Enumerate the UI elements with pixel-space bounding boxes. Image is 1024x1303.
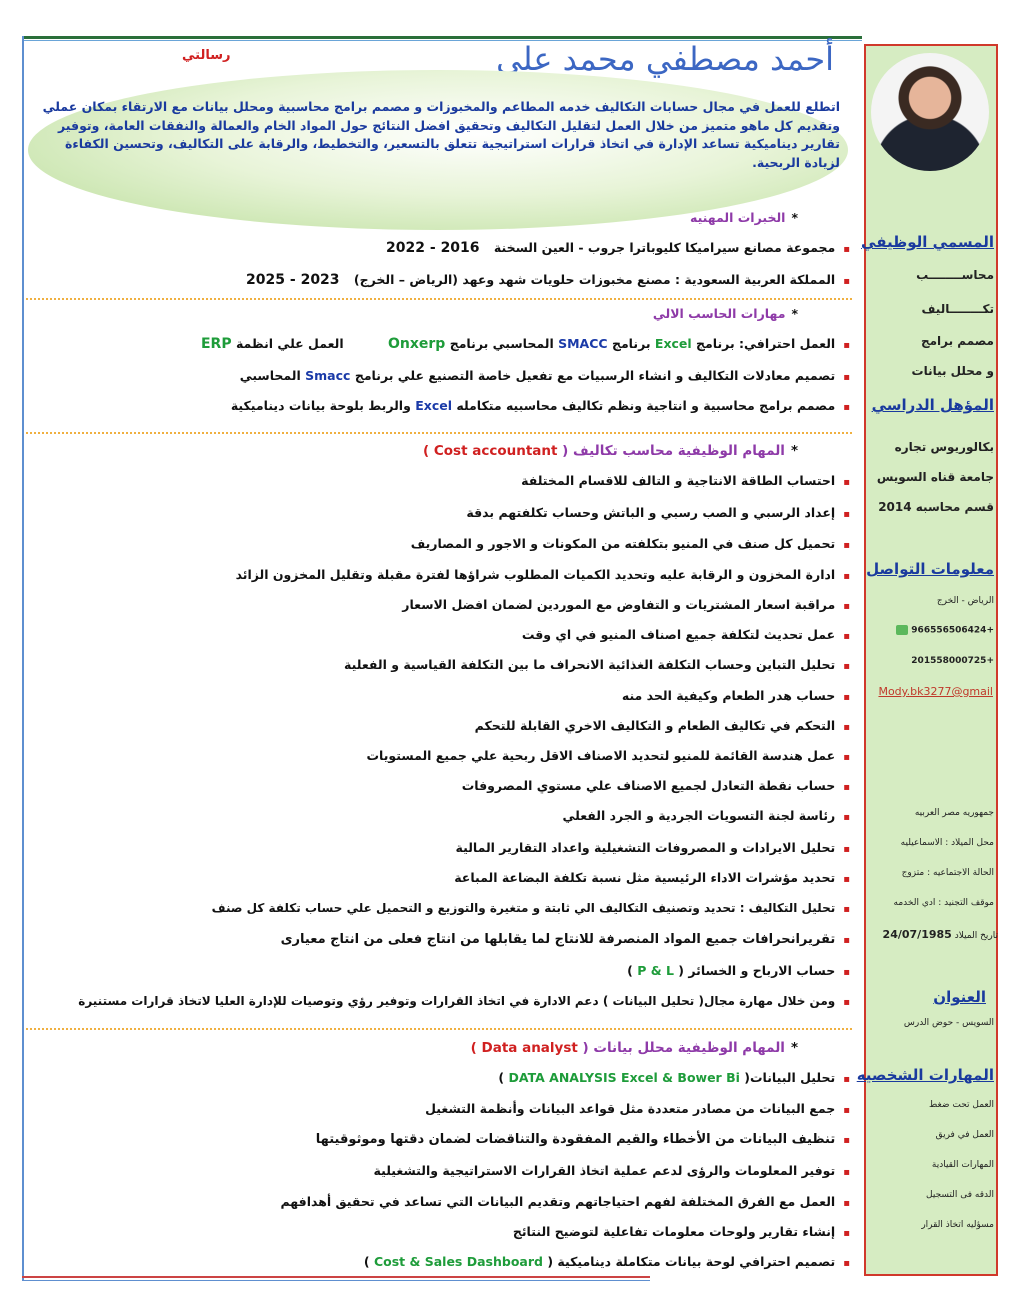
cost-item: ▪إعداد الرسبي و الصب رسبي و الباتش وحساب تكلفتهم بدقة	[466, 505, 850, 520]
cost-item: ▪تحليل الايرادات و المصروفات التشغيلية واعداد التقارير المالية	[455, 840, 850, 855]
computer-item: ▪العمل احترافي: برنامج Excel برنامج SMACC المحاسبي برنامج Onxerp العمل علي انظمة ERP	[200, 336, 850, 352]
bullet-dot: ▪	[843, 874, 850, 885]
bullet-dot: ▪	[843, 812, 850, 823]
military-text: موقف التجنيد : ادي الخدمه	[893, 898, 994, 908]
bullet-dot: ▪	[843, 1135, 850, 1146]
cost-item: ▪تحليل التباين وحساب التكلفة الغذائية الانحراف ما بين التكلفة القياسية و الفعلية	[344, 657, 850, 672]
cost-item: ▪تحديد مؤشرات الاداء الرئيسية مثل نسبة تكلفة البضاعة المباعة	[454, 870, 850, 885]
bullet-dot: ▪	[843, 904, 850, 915]
experience-heading: *الخبرات المهنيه	[689, 210, 798, 225]
bullet-star: *	[791, 306, 798, 321]
bullet-dot: ▪	[843, 967, 850, 978]
education-line: جامعة قناه السويس	[876, 470, 994, 484]
bullet-dot: ▪	[843, 752, 850, 763]
candidate-name: أحمد مصطفي محمد علي	[496, 40, 834, 78]
bullet-dot: ▪	[843, 1167, 850, 1178]
job-title-line: محاســــــــب	[916, 268, 994, 282]
data-item: ▪تصميم احترافي لوحة بيانات متكاملة ديناميكية ( Cost & Sales Dashboard )	[363, 1254, 850, 1269]
bullet-dot: ▪	[843, 509, 850, 520]
cost-item: ▪حساب الارباح و الخسائر ( P & L )	[627, 963, 850, 978]
bullet-dot: ▪	[843, 1198, 850, 1209]
data-item: ▪تنظيف البيانات من الأخطاء والقيم المفقودة والتناقضات لضمان دقتها وموثوقيتها	[315, 1132, 850, 1147]
profile-photo	[871, 53, 989, 171]
bullet-star: *	[790, 1040, 798, 1056]
bullet-dot: ▪	[843, 276, 850, 287]
bottom-rule-thin	[22, 1280, 650, 1281]
marital-text: الحالة الاجتماعيه : متزوج	[901, 868, 994, 878]
bullet-dot: ▪	[843, 340, 850, 351]
bullet-dot: ▪	[843, 692, 850, 703]
skills-heading: المهارات الشخصيه	[856, 1066, 994, 1084]
bullet-dot: ▪	[843, 782, 850, 793]
bullet-dot: ▪	[843, 631, 850, 642]
location-text: الرياض - الخرج	[936, 596, 994, 606]
computer-item: ▪تصميم معادلات التكاليف و انشاء الرسبيات مع تفعيل خاصة التصنيع علي برنامج Smacc المحاسبي	[239, 368, 850, 383]
left-rule	[22, 36, 24, 1280]
bullet-dot: ▪	[843, 1228, 850, 1239]
skill-item: مسؤليه اتخاذ القرار	[921, 1220, 994, 1230]
phone-2[interactable]: +201558000725	[911, 656, 994, 666]
address-heading: العنوان	[933, 988, 986, 1006]
cost-item: ▪عمل هندسة القائمة للمنيو لتحديد الاصناف الاقل ربحية علي جميع المستويات	[366, 748, 850, 763]
job-title-heading: المسمي الوظيفي	[861, 233, 994, 251]
address-text: السويس - حوض الدرس	[903, 1018, 994, 1028]
bullet-dot: ▪	[843, 540, 850, 551]
section-divider	[26, 432, 852, 434]
data-item: ▪جمع البيانات من مصادر متعددة مثل قواعد البيانات وأنظمة التشغيل	[425, 1101, 850, 1116]
job-title-line: و محلل بيانات	[911, 364, 994, 378]
bullet-star: *	[791, 210, 798, 225]
section-divider	[26, 1028, 852, 1030]
skill-item: العمل في فريق	[935, 1130, 994, 1140]
cost-item: ▪رئاسة لجنة التسويات الجردية و الجرد الفعلي	[562, 808, 850, 823]
bullet-dot: ▪	[843, 844, 850, 855]
bullet-dot: ▪	[843, 1105, 850, 1116]
cost-item: ▪حساب نقطة التعادل لجميع الاصناف علي مستوي المصروفات	[461, 778, 850, 793]
cost-item: ▪التحكم في تكاليف الطعام و التكاليف الاخري القابلة للتحكم	[474, 718, 850, 733]
data-item: ▪توفير المعلومات والرؤى لدعم عملية اتخاذ القرارات الاستراتيجية والتشغيلية	[373, 1163, 850, 1178]
birthdate-line	[883, 928, 998, 941]
data-item: ▪العمل مع الفرق المختلفة لفهم احتياجاتهم وتقديم البيانات التي تساعد في تحقيق أهدافهم	[280, 1194, 850, 1209]
cost-item: ▪ادارة المخزون و الرقابة عليه وتحديد الكميات المطلوب شراؤها لفترة مقبلة وتقليل المخزون الزائد	[235, 567, 850, 582]
bullet-star: *	[790, 443, 798, 459]
bottom-rule	[22, 1276, 650, 1278]
contact-heading: معلومات التواصل	[866, 560, 994, 578]
bullet-dot: ▪	[843, 571, 850, 582]
cost-heading: *المهام الوظيفية محاسب تكاليف ( Cost accountant )	[422, 443, 798, 459]
cost-item: ▪مراقبة اسعار المشتريات و التفاوض مع الموردين لضمان افضل الاسعار	[402, 597, 850, 612]
objective-text: اتطلع للعمل في مجال حسابات التكاليف خدمه المطاعم والمخبوزات و مصمم برامج محاسبية ومحلل بيانات مع الارتقاء بمكان عملي وتقديم كل ماهو متميز من خلال العمل لتقليل التكاليف وتحقيق افضل النتائج حول المواد الخام والعمالة والنفقات العامة، وتوفير تقارير ديناميكية تساعد الإدارة في اتخاذ قرارات استراتيجية تتعلق بالتسعير، والتخطيط، والرقابة على التكاليف، وتحسين الكفاءة لزيادة الربحية.	[42, 99, 840, 170]
computer-heading: *مهارات الحاسب الالي	[652, 306, 798, 321]
skill-item: العمل تحت ضغط	[928, 1100, 994, 1110]
data-item: ▪إنشاء تقارير ولوحات معلومات تفاعلية لتوضيح النتائج	[512, 1224, 850, 1239]
bullet-dot: ▪	[843, 372, 850, 383]
skill-item: المهارات القيادية	[931, 1160, 994, 1170]
bullet-dot: ▪	[843, 477, 850, 488]
job-title-line: تكــــــــاليف	[921, 302, 994, 316]
data-heading: *المهام الوظيفية محلل بيانات ( Data analyst )	[470, 1040, 798, 1056]
experience-item: ▪مجموعة مصانع سيراميكا كليوباترا جروب - العين السخنة 2016 - 2022	[386, 240, 850, 256]
computer-item: ▪مصمم برامج محاسبية و انتاجية ونظم تكاليف محاسبيه متكامله Excel والربط بلوحة بيانات ديناميكية	[230, 398, 850, 413]
bullet-dot: ▪	[843, 661, 850, 672]
top-rule	[22, 36, 862, 39]
job-title-line: مصمم برامج	[920, 334, 994, 348]
phone-1[interactable]: +966556506424	[911, 625, 994, 636]
education-line: بكالوريوس تجاره	[894, 440, 994, 454]
section-divider	[26, 298, 852, 300]
bullet-dot: ▪	[843, 402, 850, 413]
cost-item: ▪تحليل التكاليف : تحديد وتصنيف التكاليف الي ثابتة و متغيرة والتوزيع و التحميل علي حساب تكلفة كل صنف	[211, 901, 850, 915]
cost-item: ▪تقريرانحرافات جميع المواد المنصرفة للانتاج لما يقابلها من انتاج فعلى من انتاج معيارى	[280, 932, 850, 947]
cost-item: ▪ومن خلال مهارة مجال( تحليل البيانات ) دعم الادارة في اتخاذ القرارات وتوفير رؤي وتوصيات للإدارة العليا لاتخاذ قرارات مستنيرة	[78, 994, 850, 1008]
education-line: قسم محاسبه 2014	[878, 500, 994, 514]
bullet-dot: ▪	[843, 1258, 850, 1269]
cost-item: ▪احتساب الطاقة الانتاجية و التالف للاقسام المختلفة	[521, 473, 850, 488]
bullet-dot: ▪	[843, 722, 850, 733]
birthdate-label: تاريخ الميلاد	[954, 931, 998, 941]
experience-item: ▪المملكة العربية السعودية : مصنع مخبوزات حلويات شهد وعهد (الرياض – الخرج) 2023 - 2025	[246, 272, 850, 288]
birthdate-value: 24/07/1985	[882, 928, 952, 941]
cost-item: ▪عمل تحديث لتكلفة جميع اصناف المنيو في اي وقت	[521, 627, 850, 642]
cost-item: ▪حساب هدر الطعام وكيفية الحد منه	[621, 688, 850, 703]
data-item: ▪تحليل البيانات( DATA ANALYSIS Excel & Bower Bi )	[498, 1070, 850, 1085]
phone-line	[896, 625, 994, 636]
bullet-dot: ▪	[843, 1074, 850, 1085]
cost-item: ▪تحميل كل صنف في المنيو بتكلفته من المكونات و الاجور و المصاريف	[410, 536, 850, 551]
bullet-dot: ▪	[843, 244, 850, 255]
bullet-dot: ▪	[843, 601, 850, 612]
birthplace-text: محل الميلاد : الاسماعيليه	[900, 838, 994, 848]
objective-tag: رسالتي	[182, 48, 231, 63]
bullet-dot: ▪	[843, 997, 850, 1008]
email-link[interactable]: Mody.bk3277@gmail	[878, 685, 993, 698]
bullet-dot: ▪	[843, 935, 850, 946]
skill-item: الدقه فى التسجيل	[926, 1190, 994, 1200]
whatsapp-icon	[896, 625, 908, 635]
education-heading: المؤهل الدراسي	[871, 396, 994, 414]
nationality-text: جمهوريه مصر العربيه	[914, 808, 994, 818]
